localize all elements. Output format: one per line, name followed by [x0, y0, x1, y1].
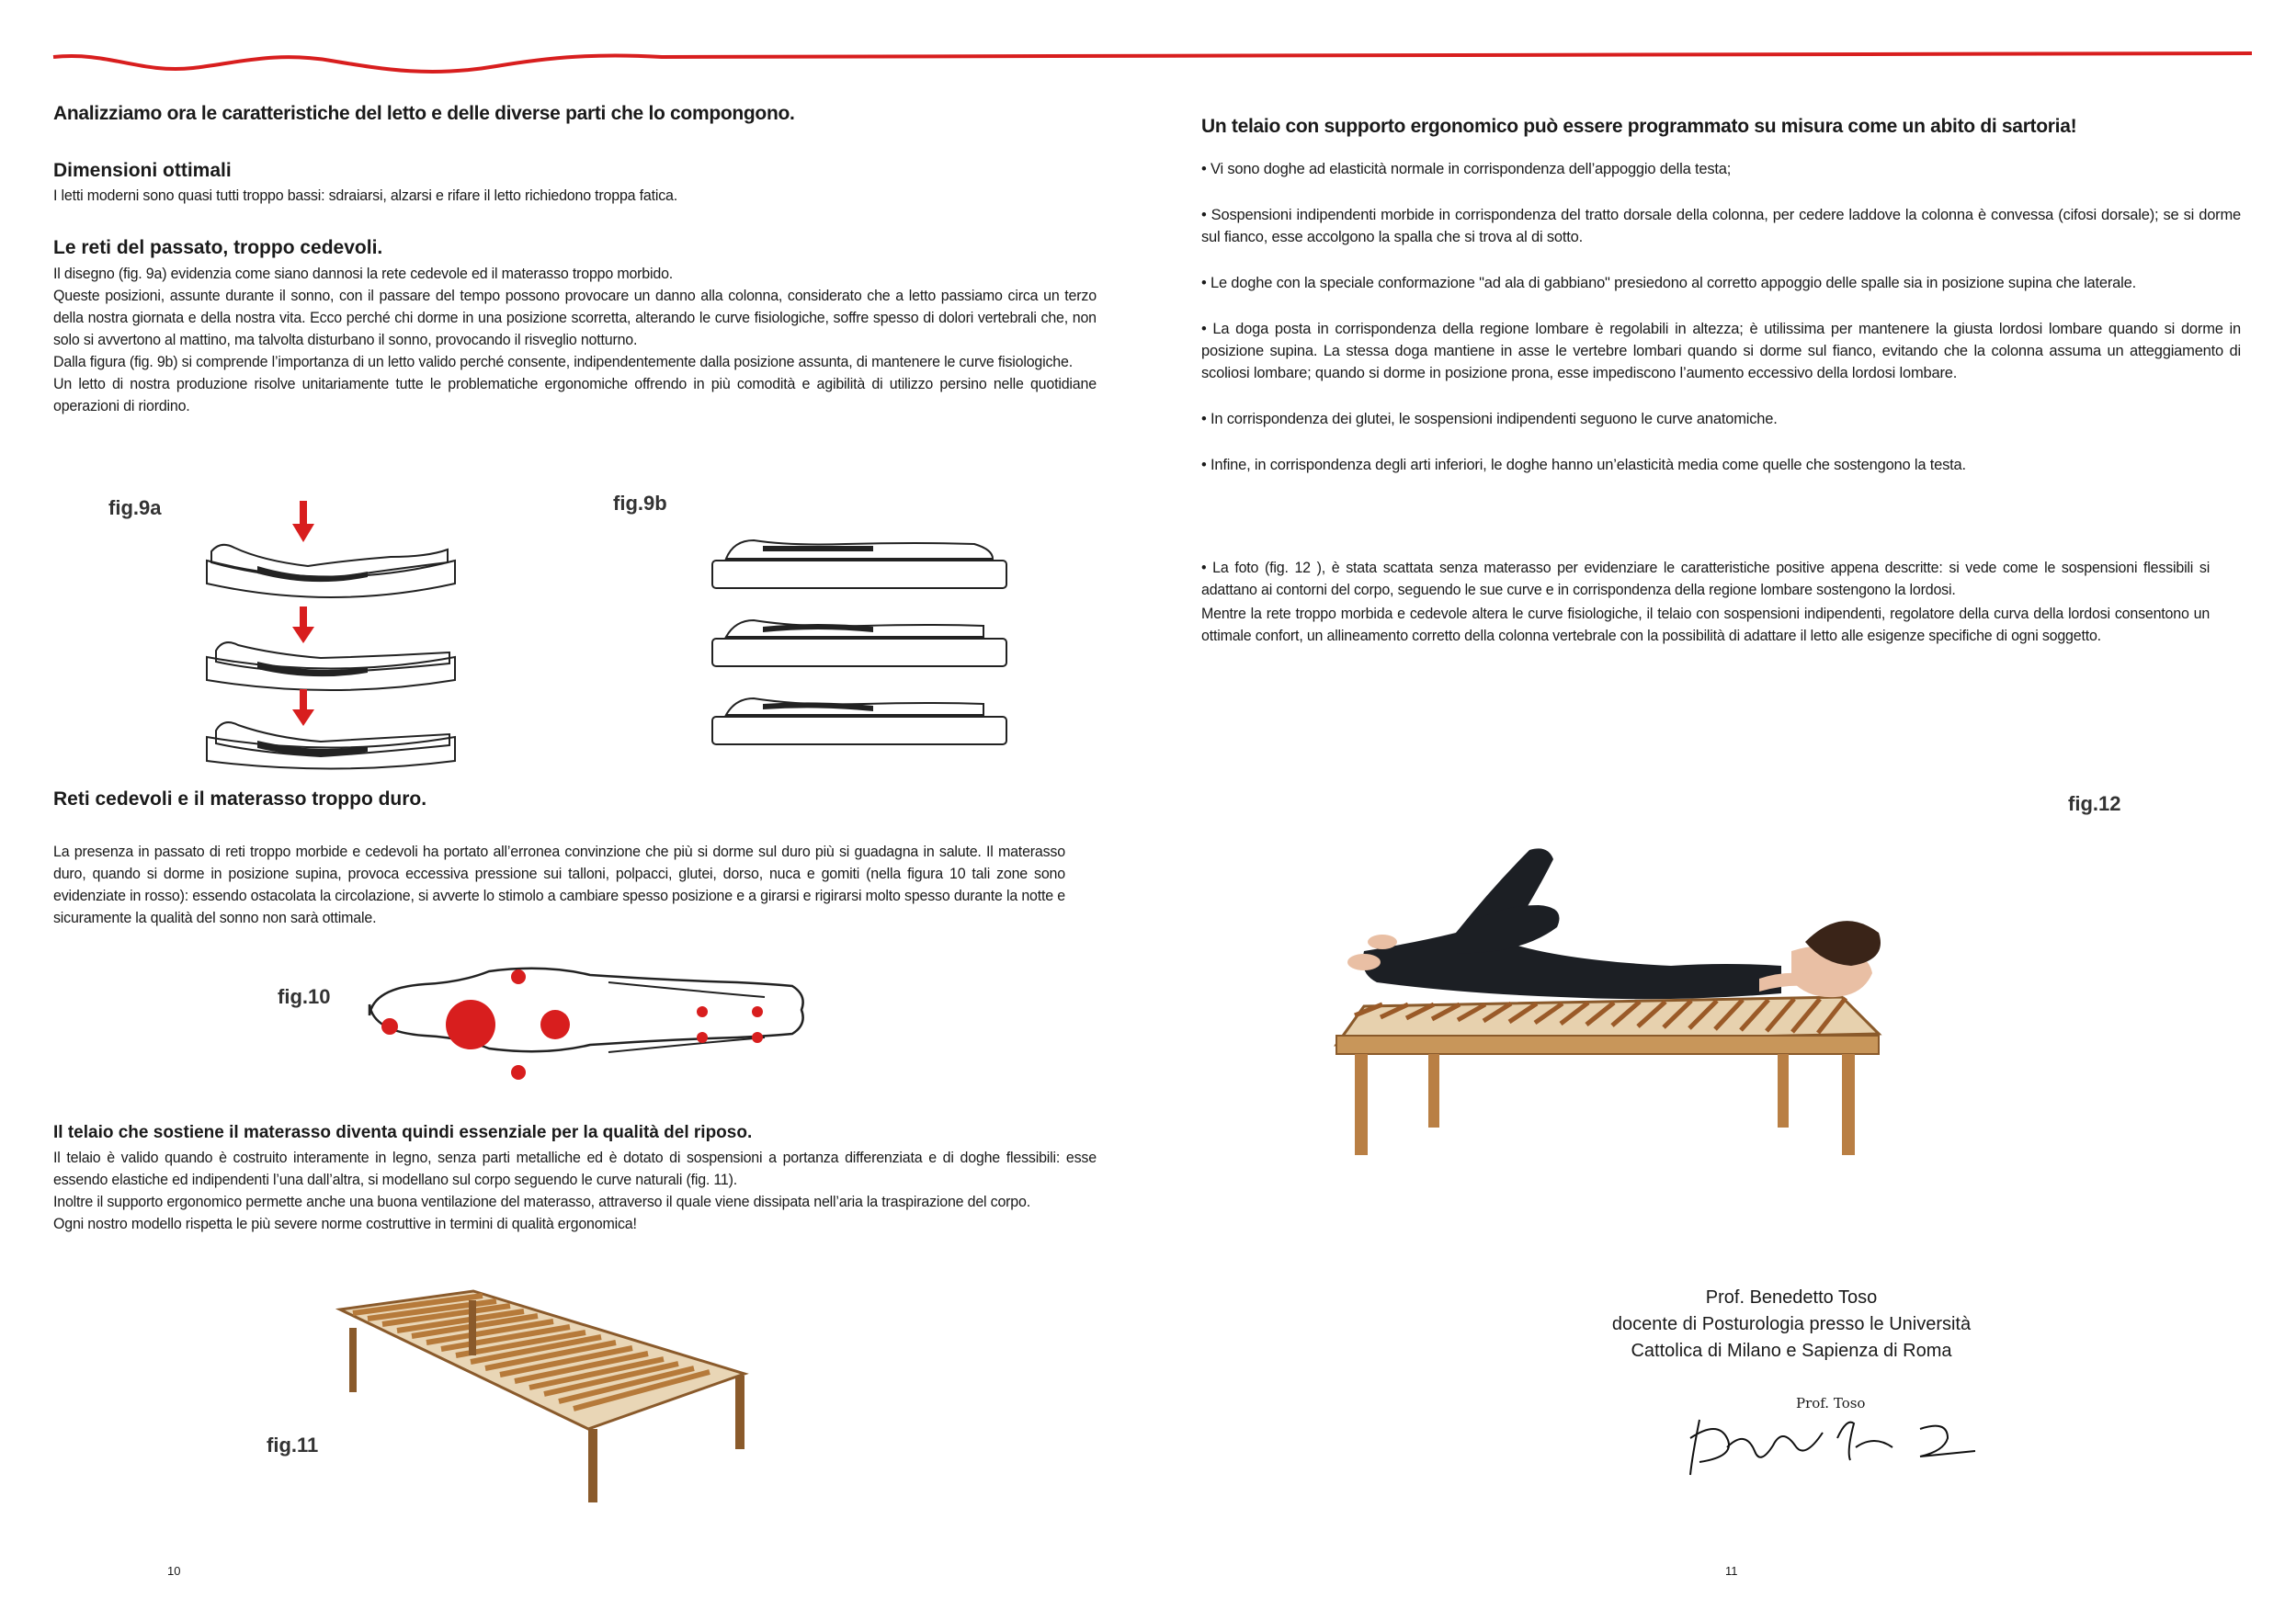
section-lead-telaio: Il telaio che sostiene il materasso diventa quindi essenziale per la qualità del riposo. — [53, 1123, 753, 1142]
pressure-point-back — [446, 1000, 495, 1049]
fig12-photo-woman-on-frame — [1327, 841, 1906, 1181]
fig9b-label: fig.9b — [613, 492, 667, 515]
closing-paragraph: Mentre la rete troppo morbida e cedevole altera le curve fisiologiche, il telaio con sospensioni indipendenti, regolatore della curva della lordosi consentono un ottimale confort, un allineamento corretto della colonna vertebrale con la possibilità di adattare il letto alle esigenze specifiche di ogni soggetto. — [1201, 606, 2211, 644]
right-page — [1148, 0, 2296, 1621]
section-title-dimensioni: Dimensioni ottimali — [53, 160, 232, 181]
section-title-reti-cedevoli: Reti cedevoli e il materasso troppo duro. — [53, 788, 427, 810]
pressure-point-glutei — [540, 1010, 570, 1039]
pressure-point-calf — [697, 1032, 708, 1043]
author-affiliation-line: Cattolica di Milano e Sapienza di Roma — [1631, 1341, 1952, 1361]
author-signature-block — [1594, 1285, 1989, 1365]
paragraph: Un letto di nostra produzione risolve unitariamente tutte le problematiche ergonomiche offrendo in più comodità e agibilità di utilizzo persino nelle quotidiane operazioni di riordino. — [53, 376, 1097, 414]
fig11-bed-frame-photo — [313, 1273, 809, 1521]
pressure-point-heel — [752, 1006, 763, 1017]
paragraph: Il telaio è valido quando è costruito interamente in legno, senza parti metalliche ed è dotato di sospensioni a portanza differenziata e di doghe flessibili: esse essendo elastiche ed indipendenti l’una dall’altra, si modellano sul corpo seguendo le curve naturali (fig. 11). — [53, 1150, 1097, 1188]
fig10-pressure-diagram — [351, 960, 811, 1089]
pressure-point-elbow — [511, 969, 526, 984]
handwritten-signature — [1681, 1411, 1984, 1484]
page-number-left: 10 — [167, 1564, 181, 1578]
paragraph: Dalla figura (fig. 9b) si comprende l’importanza di un letto valido perché consente, indipendentemente dalla posizione assunta, di mantenere le curve fisiologiche. — [53, 354, 1073, 370]
right-heading: Un telaio con supporto ergonomico può essere programmato su misura come un abito di sartoria! — [1201, 116, 2077, 137]
author-name: Prof. Benedetto Toso — [1705, 1287, 1878, 1308]
fig10-label: fig.10 — [278, 985, 331, 1008]
fig9a-label: fig.9a — [108, 496, 162, 519]
section-body-dimensioni: I letti moderni sono quasi tutti troppo bassi: sdraiarsi, alzarsi e rifare il letto richiedono troppa fatica. — [53, 187, 677, 204]
pressure-point-heel — [752, 1032, 763, 1043]
pressure-point-head — [381, 1018, 398, 1035]
section-body-telaio — [53, 1147, 1097, 1235]
page-number-right: 11 — [1725, 1564, 1738, 1578]
bullet-item-photo: • La foto (fig. 12 ), è stata scattata senza materasso per evidenziare le caratteristiche positive appena descritte: si vede come le sospensioni flessibili si adattano ai contorni del corpo, seguendo le sue curve e in corrispondenza della regione lombare sostengono la lordosi. — [1201, 560, 2211, 598]
pressure-point-elbow — [511, 1065, 526, 1080]
paragraph: Il disegno (fig. 9a) evidenzia come siano dannosi la rete cedevole ed il materasso troppo morbido. — [53, 266, 674, 282]
bullet-item: • La doga posta in corrispondenza della regione lombare è regolabili in altezza; è utilissima per mantenere la giusta lordosi lombare quando si dorme in posizione supina. La stessa doga mantiene in asse le vertebre lombari quando si dorme sul fianco, evitando che la colonna assuma un atteggiamento di scoliosi lombare; quando si dorme in posizione prona, esse impediscono l’aumento eccessivo della lordosi lombare. — [1201, 318, 2241, 384]
fig9a-illustration — [193, 496, 469, 772]
fig9b-illustration — [708, 524, 1011, 754]
bullet-item: • In corrispondenza dei glutei, le sospensioni indipendenti seguono le curve anatomiche. — [1201, 408, 2241, 430]
fig12-label: fig.12 — [2068, 792, 2121, 815]
features-bullet-list — [1201, 158, 2241, 500]
signature-caption: Prof. Toso — [1796, 1395, 1866, 1411]
pressure-point-calf — [697, 1006, 708, 1017]
bullet-item: • Sospensioni indipendenti morbide in corrispondenza del tratto dorsale della colonna, per cedere laddove la colonna è convessa (cifosi dorsale); se si dorme sul fianco, esse accolgono la spalla che si trova al di sotto. — [1201, 204, 2241, 248]
fig11-label: fig.11 — [267, 1434, 319, 1457]
section-body-reti-cedevoli: La presenza in passato di reti troppo morbide e cedevoli ha portato all’erronea convinzione che più si dorme sul duro più si guadagna in salute. Il materasso duro, quando si dorme in posizione supina, provoca eccessiva pressione sui talloni, polpacci, glutei, dorso, nuca e gomiti (nella figura 10 tali zone sono evidenziate in rosso): essendo ostacolata la circolazione, si avverte lo stimolo a cambiare spesso posizione e a girarsi e rigirarsi molto spesso durante la notte e sicuramente la qualità del sonno non sarà ottimale. — [53, 844, 1065, 926]
paragraph: Inoltre il supporto ergonomico permette anche una buona ventilazione del materasso, attraverso il quale viene dissipata nell’aria la traspirazione del corpo. — [53, 1194, 1030, 1210]
intro-heading: Analizziamo ora le caratteristiche del letto e delle diverse parti che lo compongono. — [53, 103, 795, 124]
section-title-reti-passato: Le reti del passato, troppo cedevoli. — [53, 237, 383, 258]
bullet-item: • Le doghe con la speciale conformazione "ad ala di gabbiano" presiedono al corretto appoggio delle spalle sia in posizione supina che laterale. — [1201, 272, 2241, 294]
section-body-reti-passato — [53, 263, 1097, 417]
bullet-item: • Infine, in corrispondenza degli arti inferiori, le doghe hanno un’elasticità media come quelle che sostengono la testa. — [1201, 454, 2241, 476]
author-title-line: docente di Posturologia presso le Università — [1611, 1314, 1972, 1334]
bullet-photo-text: La foto (fig. 12 ), è stata scattata senza materasso per evidenziare le caratteristiche positive appena descritte: si vede come le sospensioni flessibili si adattano ai contorni del corpo, seguendo le sue curve e in corrispondenza della regione lombare sostengono la lordosi. — [1201, 560, 2211, 598]
paragraph: Queste posizioni, assunte durante il sonno, con il passare del tempo possono provocare un danno alla colonna, considerato che a letto passiamo circa un terzo della nostra giornata e della nostra vita. Ecco perché chi dorme in una posizione scorretta, alterando le curve fisiologiche, soffre spesso di dolori vertebrali che, non solo si avvertono al mattino, ma talvolta disturbano il sonno, provocando il risveglio notturno. — [53, 288, 1097, 348]
paragraph: Ogni nostro modello rispetta le più severe norme costruttive in termini di qualità ergonomica! — [53, 1216, 637, 1232]
bullet-item: • Vi sono doghe ad elasticità normale in corrispondenza dell’appoggio della testa; — [1201, 158, 2241, 180]
